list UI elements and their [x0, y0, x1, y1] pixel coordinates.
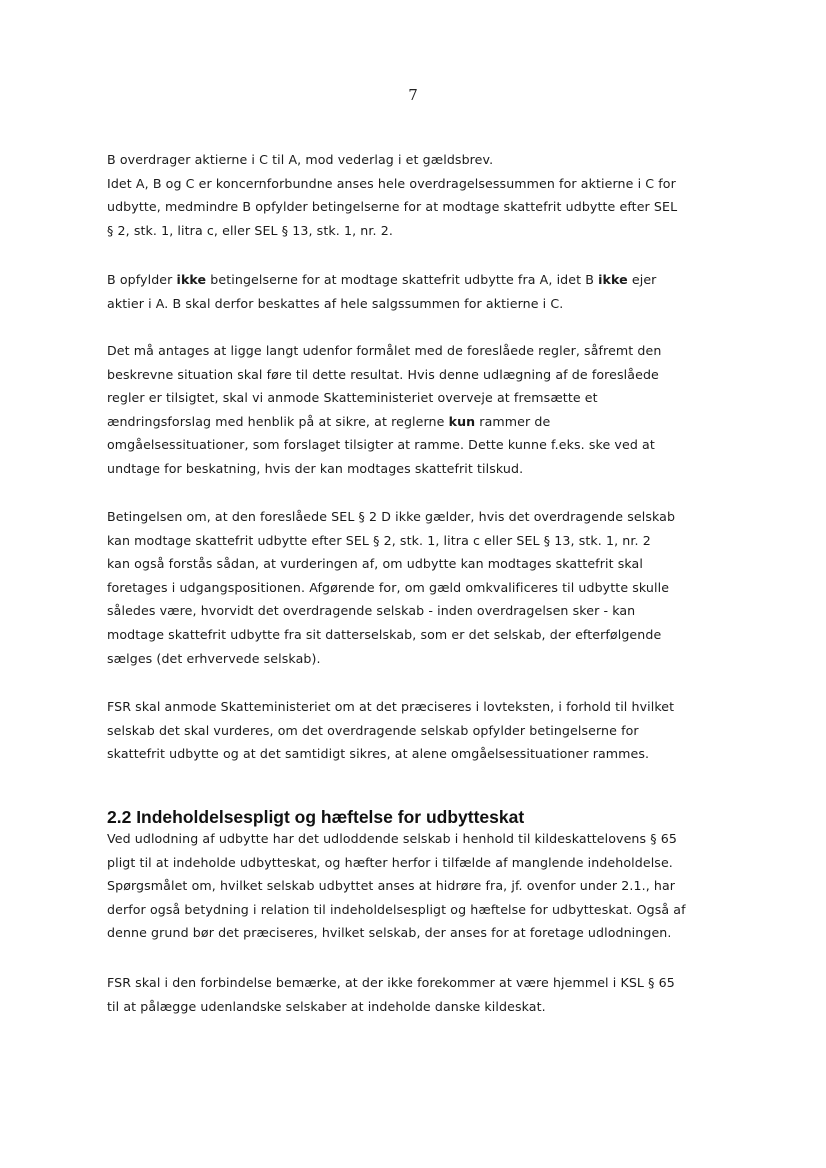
paragraph-line: Idet A, B og C er koncernforbundne anses hele overdragelsessummen for aktierne i C for — [107, 175, 676, 191]
paragraph-line: denne grund bør det præciseres, hvilket selskab, der anses for at foretage udlodningen. — [107, 925, 672, 941]
paragraph-2 — [107, 268, 747, 315]
emphasis-ikke: ikke — [598, 272, 628, 287]
paragraph-line: selskab det skal vurderes, om det overdragende selskab opfylder betingelserne for — [107, 722, 639, 738]
paragraph-line: udbytte, medmindre B opfylder betingelserne for at modtage skattefrit udbytte efter SEL — [107, 199, 678, 215]
paragraph-line: modtage skattefrit udbytte fra sit datterselskab, som er det selskab, der efterfølgende — [107, 626, 662, 642]
paragraph-line: undtage for beskatning, hvis der kan modtages skattefrit tilskud. — [107, 460, 524, 476]
paragraph-line — [107, 410, 747, 434]
paragraph-line: regler er tilsigtet, skal vi anmode Skatteministeriet overveje at fremsætte et — [107, 390, 598, 406]
paragraph-3 — [107, 339, 747, 481]
paragraph-line: derfor også betydning i relation til indeholdelsespligt og hæftelse for udbytteskat. Også af — [107, 901, 686, 917]
text-run: B opfylder — [107, 272, 177, 287]
paragraph-line: således være, hvorvidt det overdragende selskab - inden overdragelsen sker - kan — [107, 603, 636, 619]
paragraph-line: sælges (det erhvervede selskab). — [107, 650, 321, 666]
paragraph-1 — [107, 148, 747, 242]
paragraph-line: foretages i udgangspositionen. Afgørende for, om gæld omkvalificeres til udbytte skulle — [107, 579, 670, 595]
paragraph-line — [107, 268, 747, 292]
text-run: ændringsforslag med henblik på at sikre, at reglerne — [107, 413, 449, 429]
paragraph-line: omgåelsessituationer, som forslaget tilsigter at ramme. Dette kunne f.eks. ske ved at — [107, 437, 655, 453]
paragraph-line: FSR skal i den forbindelse bemærke, at der ikke forekommer at være hjemmel i KSL § 65 — [107, 975, 675, 990]
paragraph-line: beskrevne situation skal føre til dette resultat. Hvis denne udlægning af de foreslåede — [107, 366, 659, 382]
section-heading: 2.2 Indeholdelsespligt og hæftelse for udbytteskat — [107, 807, 525, 827]
paragraph-line: Ved udlodning af udbytte har det udloddende selskab i henhold til kildeskattelovens § 65 — [107, 831, 678, 846]
paragraph-line: aktier i A. B skal derfor beskattes af hele salgssummen for aktierne i C. — [107, 295, 564, 311]
paragraph-line: skattefrit udbytte og at det samtidigt sikres, at alene omgåelsessituationer rammes. — [107, 746, 650, 762]
emphasis-ikke: ikke — [176, 272, 207, 287]
paragraph-line: kan også forstås sådan, at vurderingen af, om udbytte kan modtages skattefrit skal — [107, 556, 643, 572]
text-run: rammer de — [475, 413, 551, 429]
paragraph-5 — [107, 695, 747, 766]
paragraph-6 — [107, 827, 747, 945]
paragraph-4 — [107, 505, 747, 670]
text-run: ejer — [627, 272, 657, 287]
paragraph-line: Spørgsmålet om, hvilket selskab udbyttet anses at hidrøre fra, jf. ovenfor under 2.1., har — [107, 878, 676, 894]
paragraph-line: B overdrager aktierne i C til A, mod vederlag i et gældsbrev. — [107, 152, 494, 167]
text-run: betingelserne for at modtage skattefrit udbytte fra A, idet B — [206, 272, 599, 287]
page-number: 7 — [408, 86, 418, 104]
paragraph-line: Det må antages at ligge langt udenfor formålet med de foreslåede regler, såfremt den — [107, 343, 662, 358]
emphasis-kun: kun — [448, 413, 476, 429]
paragraph-7 — [107, 971, 747, 1018]
paragraph-line: til at pålægge udenlandske selskaber at indeholde danske kildeskat. — [107, 998, 546, 1014]
paragraph-line: pligt til at indeholde udbytteskat, og hæfter herfor i tilfælde af manglende indeholdelse. — [107, 854, 673, 870]
paragraph-line: Betingelsen om, at den foreslåede SEL § 2 D ikke gælder, hvis det overdragende selskab — [107, 509, 676, 524]
paragraph-line: FSR skal anmode Skatteministeriet om at det præciseres i lovteksten, i forhold til hvilket — [107, 699, 675, 714]
paragraph-line: kan modtage skattefrit udbytte efter SEL § 2, stk. 1, litra c eller SEL § 13, stk. 1, nr. 2 — [107, 532, 651, 548]
paragraph-line: § 2, stk. 1, litra c, eller SEL § 13, stk. 1, nr. 2. — [107, 222, 393, 238]
